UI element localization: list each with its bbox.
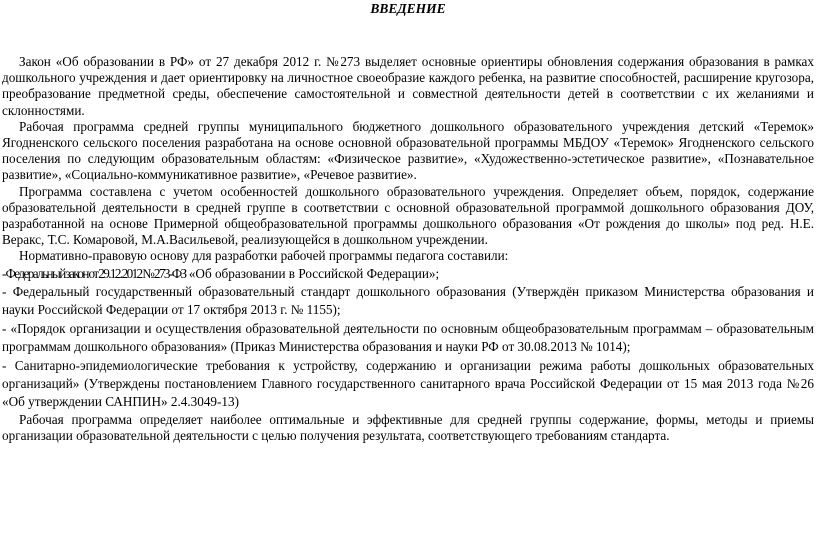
paragraph-work-program: Рабочая программа средней группы муниципального бюджетного дошкольного образовательного учреждения детский «Теремок» Ягодненского сельского поселения разработана на основе основной образовательной программы МБДОУ «Теремок» Ягодненского сельского поселения по следующим образовательным областям: «Физическое развитие», «Художественно-эстетическое развитие», «Познавательное развитие», «Социально-коммуникативное развитие», «Речевое развитие». (2, 118, 814, 183)
federal-law-title: «Об образовании в Российской Федерации»; (185, 265, 440, 281)
paragraph-law-intro: Закон «Об образовании в РФ» от 27 декабря 2012 г. №273 выделяет основные ориентиры обновления содержания образования в рамках дошкольного учреждения и дает ориентировку на личностное своеобразие каждого ребенка, на развитие способностей, расширение кругозора, преобразование предметной среды, обеспечение самостоятельной и совместной деятельности детей в соответствии с их желаниями и склонностями. (2, 54, 814, 118)
paragraph-program-composition: Программа составлена с учетом особенностей дошкольного образовательного учреждения. Определяет объем, порядок, содержание образовательной деятельности в средней группе в соответствии с основной образовательной программой дошкольного образования ДОУ, разработанной на основе Примерной общеобразовательной программы дошкольного образования «От рождения до школы» под ред. Н.Е. Веракс, Т.С. Комаровой, М.А.Васильевой, реализующейся в дошкольном учреждении. (2, 183, 814, 248)
list-item-procedure: - «Порядок организации и осуществления образовательной деятельности по основным общеобразовательным программам – образовательным программам дошкольного образования» (Приказ Министерства образования и науки РФ от 30.08.2013 № 1014); (2, 320, 814, 355)
list-item-federal-law (2, 265, 814, 283)
page-title: ВВЕДЕНИЕ (370, 1, 446, 16)
list-item-sanpin: - Санитарно-эпидемиологические требования к устройству, содержанию и организации режима работы дошкольных образовательных организаций» (Утверждены постановлением Главного государственного санитарного врача Российской Федерации от 15 мая 2013 года №26 «Об утверждении САНПИН» 2.4.3049-13) (2, 357, 814, 410)
paragraph-normative-basis: Нормативно-правовую основу для разработки рабочей программы педагога составили: (19, 248, 509, 264)
list-item-fgos: - Федеральный государственный образовательный стандарт дошкольного образования (Утверждён приказом Министерства образования и науки Российской Федерации от 17 октября 2013 г. № 1155); (2, 284, 814, 318)
federal-law-reference: - Федеральный закон от 29.12.2012 № 273-ФЗ (2, 265, 186, 281)
paragraph-closing: Рабочая программа определяет наиболее оптимальные и эффективные для средней группы содержание, формы, методы и приемы организации образовательной деятельности с целью получения результата, соответствующего требованиям стандарта. (2, 411, 814, 444)
document-body (2, 54, 814, 444)
